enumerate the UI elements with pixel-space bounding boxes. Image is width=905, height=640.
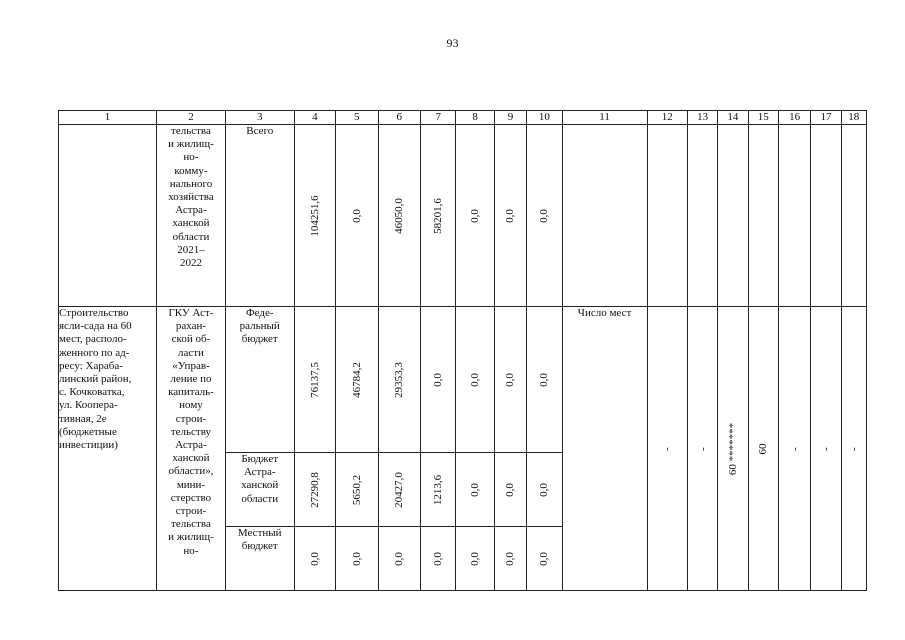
- source-cell: Феде- ральный бюджет: [225, 307, 294, 453]
- value-cell: 76137,5: [294, 307, 335, 453]
- value-cell: 0,0: [294, 527, 335, 591]
- year-cell: [778, 125, 810, 307]
- indicator-cell: Число мест: [562, 307, 647, 591]
- year-cell: 60 *******: [718, 307, 748, 591]
- header-cell: 7: [421, 111, 456, 125]
- year-cell: 60: [748, 307, 778, 591]
- continued-row: [59, 125, 867, 307]
- source-cell: Всего: [225, 125, 294, 307]
- indicator-cell: [562, 125, 647, 307]
- header-row: [59, 111, 867, 125]
- header-cell: 16: [778, 111, 810, 125]
- value-cell: 46784,2: [336, 307, 378, 453]
- year-cell: [811, 125, 841, 307]
- header-cell: 15: [748, 111, 778, 125]
- year-cell: [718, 125, 748, 307]
- value-cell: 0,0: [527, 125, 562, 307]
- header-cell: 10: [527, 111, 562, 125]
- value-cell: 20427,0: [378, 453, 420, 527]
- value-cell: 0,0: [456, 453, 494, 527]
- value-cell: 58201,6: [421, 125, 456, 307]
- header-cell: 6: [378, 111, 420, 125]
- year-cell: -: [811, 307, 841, 591]
- value-cell: 27290,8: [294, 453, 335, 527]
- header-cell: 14: [718, 111, 748, 125]
- executor-cell: ГКУ Аст- рахан- ской об- ласти «Управ- ление по капиталь- ному строи- тельству Астра- ханской области», мини- стерство строи- тельства и жилищ- но-: [157, 307, 226, 591]
- value-cell: 0,0: [421, 307, 456, 453]
- value-cell: 0,0: [527, 527, 562, 591]
- value-cell: 0,0: [494, 527, 526, 591]
- federal-budget-row: [59, 307, 867, 453]
- value-cell: 0,0: [456, 307, 494, 453]
- header-cell: 17: [811, 111, 841, 125]
- value-cell: 0,0: [336, 527, 378, 591]
- source-cell: Бюджет Астра- ханской области: [225, 453, 294, 527]
- value-cell: 5650,2: [336, 453, 378, 527]
- header-cell: 11: [562, 111, 647, 125]
- value-cell: 46050,0: [378, 125, 420, 307]
- year-cell: [748, 125, 778, 307]
- header-cell: 3: [225, 111, 294, 125]
- header-cell: 2: [157, 111, 226, 125]
- value-cell: 0,0: [494, 307, 526, 453]
- year-cell: -: [647, 307, 687, 591]
- value-cell: 0,0: [421, 527, 456, 591]
- object-cell: [59, 125, 157, 307]
- page-number: 93: [446, 36, 459, 50]
- header-cell: 9: [494, 111, 526, 125]
- header-cell: 13: [687, 111, 717, 125]
- year-cell: [687, 125, 717, 307]
- value-cell: 0,0: [378, 527, 420, 591]
- header-cell: 18: [841, 111, 866, 125]
- value-cell: 0,0: [456, 527, 494, 591]
- year-cell: -: [778, 307, 810, 591]
- executor-cell: тельства и жилищ- но- комму- нального хозяйства Астра- ханской области 2021– 2022: [157, 125, 226, 307]
- value-cell: 0,0: [494, 125, 526, 307]
- source-cell: Местный бюджет: [225, 527, 294, 591]
- year-cell: [647, 125, 687, 307]
- year-cell: [841, 125, 866, 307]
- header-cell: 1: [59, 111, 157, 125]
- value-cell: 104251,6: [294, 125, 335, 307]
- year-cell: -: [841, 307, 866, 591]
- year-cell: -: [687, 307, 717, 591]
- value-cell: 0,0: [456, 125, 494, 307]
- value-cell: 0,0: [494, 453, 526, 527]
- header-cell: 8: [456, 111, 494, 125]
- header-cell: 12: [647, 111, 687, 125]
- header-cell: 4: [294, 111, 335, 125]
- value-cell: 0,0: [527, 307, 562, 453]
- header-cell: 5: [336, 111, 378, 125]
- value-cell: 29353,3: [378, 307, 420, 453]
- program-table: [58, 110, 867, 591]
- value-cell: 0,0: [336, 125, 378, 307]
- value-cell: 0,0: [527, 453, 562, 527]
- value-cell: 1213,6: [421, 453, 456, 527]
- object-cell: Строительство ясли-сада на 60 мест, располо- женного по ад- ресу: Хараба- линский район, с. Кочковатка, ул. Коопера- тивная, 2е (бюджетные инвестиции): [59, 307, 157, 591]
